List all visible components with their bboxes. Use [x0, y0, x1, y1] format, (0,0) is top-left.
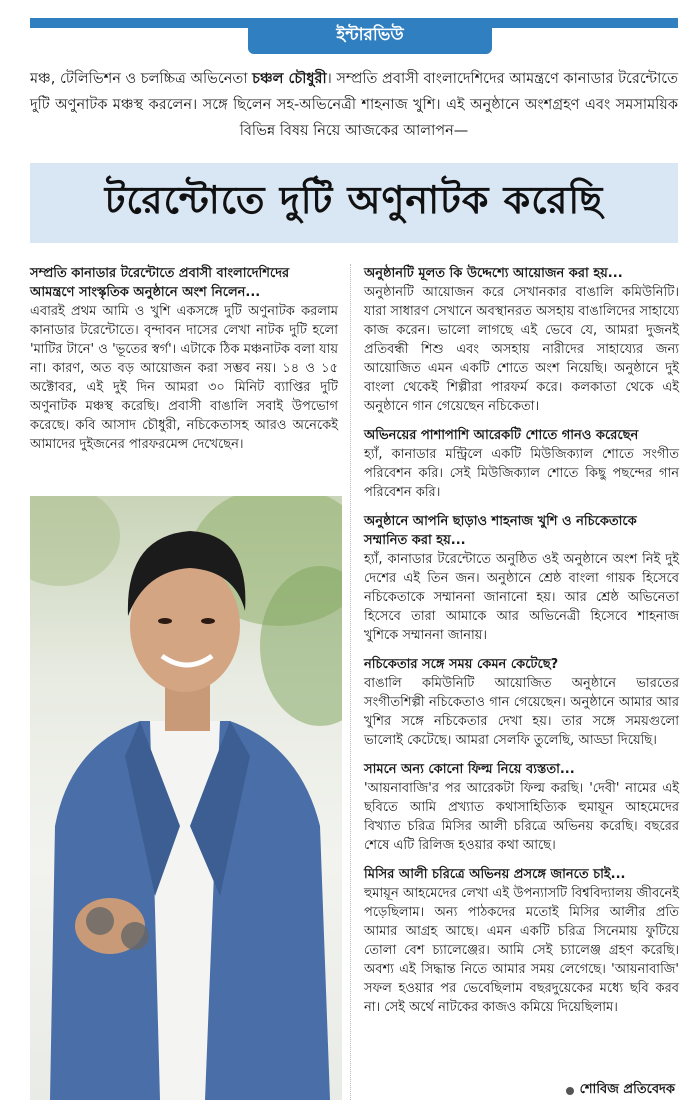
- question-text: মিসির আলী চরিত্রে অভিনয় প্রসঙ্গে জানতে চাই...: [364, 867, 626, 882]
- intro-text-1: মঞ্চ, টেলিভিশন ও চলচ্চিত্র অভিনেতা: [30, 71, 253, 87]
- answer-text: এবারই প্রথম আমি ও খুশি একসঙ্গে দুটি অণুনাটক করলাম কানাডার টরেন্টোতে। বৃন্দাবন দাসের লেখা নাটক দুটি হলো 'মাটির টানে' ও 'ভূতের স্বর্গ'। এটাকে ঠিক মঞ্চনাটক বলা যায় না। কারণ, অত বড় আয়োজন করা সম্ভব নয়। ১৪ ও ১৫ অক্টোবর, এই দুই দিন আমরা ৩০ মিনিট ব্যাপ্তির দুটি অণুনাটক মঞ্চস্থ করেছি। প্রবাসী বাঙালি সবাই উপভোগ করেছে। কবি আসাদ চৌধুরী, নচিকেতাসহ আরও অনেকেই আমাদের দুইজনের পারফরমেন্স দেখেছেন।: [30, 304, 338, 452]
- section-tag: ইন্টারভিউ: [248, 18, 492, 54]
- answer-text: হ্যাঁ, কানাডার মন্ট্রিলে একটি মিউজিক্যাল শোতে সংগীত পরিবেশন করি। সেই মিউজিক্যাল শোতে কিছু পছন্দের গান পরিবেশন করি।: [364, 447, 679, 500]
- intro-paragraph: [30, 66, 678, 144]
- page-title: টরেন্টোতে দুটি অণুনাটক করেছি: [104, 178, 604, 222]
- bullet-icon: [566, 1087, 574, 1095]
- right-column: [364, 264, 679, 1027]
- question-text: অনুষ্ঠানটি মূলত কি উদ্দেশ্যে আয়োজন করা হয়...: [364, 266, 623, 281]
- answer-text: অনুষ্ঠানটি আয়োজন করে সেখানকার বাঙালি কমিউনিটি। যারা সাধারণ সেখানে অবস্থানরত অসহায় বাঙালিদের সাহায্যে কাজ করেন। ভালো লাগছে এই ভেবে যে, আমরা দুজনই প্রতিবন্ধী শিশু এবং অসহায় নারীদের সাহায্যের জন্য আয়োজিত এমন একটি শোতে অংশ নিয়েছি। অনুষ্ঠানে দুই বাংলা থেকেই শিল্পীরা পারফর্ম করে। কলকাতা থেকে এই অনুষ্ঠানে গান গেয়েছেন নচিকেতা।: [364, 285, 679, 414]
- answer-text: বাঙালি কমিউনিটি আয়োজিত অনুষ্ঠানে ভারতের সংগীতশিল্পী নচিকেতাও গান গেয়েছেন। অনুষ্ঠানে আমার আর খুশির সঙ্গে নচিকেতার দেখা হয়। তার সঙ্গে সময়গুলো ভালোই কেটেছে। আমরা সেলফি তুলেছি, আড্ডা দিয়েছি।: [364, 676, 679, 748]
- byline-text: শোবিজ প্রতিবেদক: [579, 1082, 675, 1097]
- question-text: অভিনয়ের পাশাপাশি আরেকটি শোতে গানও করেছেন: [364, 428, 639, 443]
- left-column: [30, 264, 338, 464]
- question-text: সামনে অন্য কোনো ফিল্ম নিয়ে ব্যস্ততা...: [364, 762, 575, 777]
- answer-text: 'আয়নাবাজি'র পর আরেকটা ফিল্ম করছি। 'দেবী' নামের এই ছবিতে আমি প্রখ্যাত কথাসাহিত্যিক হুমায়ূন আহমেদের বিখ্যাত চরিত্র মিসির আলী চরিত্রে অভিনয় করেছি। বছরের শেষে এটি রিলিজ হওয়ার কথা আছে।: [364, 781, 679, 853]
- question-text: অনুষ্ঠানে আপনি ছাড়াও শাহনাজ খুশি ও নচিকেতাকে সম্মানিত করা হয়...: [364, 514, 637, 548]
- intro-name: চঞ্চল চৌধুরী: [252, 71, 327, 87]
- byline: [566, 1080, 675, 1101]
- portrait-illustration: [30, 496, 342, 1100]
- intro-text-2: । সম্প্রতি প্রবাসী বাংলাদেশিদের আমন্ত্রণে কানাডার টরেন্টোতে দুটি অণুনাটক মঞ্চস্থ করলেন। সঙ্গে ছিলেন সহ-অভিনেত্রী শাহনাজ খুশি। এই অনুষ্ঠানে অংশগ্রহণ এবং সমসাময়িক বিভিন্ন বিষয় নিয়ে আজকের আলাপন—: [30, 71, 678, 139]
- answer-text: হুমায়ূন আহমেদের লেখা এই উপন্যাসটি বিশ্ববিদ্যালয় জীবনেই পড়েছিলাম। অন্য পাঠকদের মতোই মিসির আলীর প্রতি আমার আগ্রহ আছে। এমন একটি চরিত্র সিনেমায় ফুটিয়ে তোলা বেশ চ্যালেঞ্জের। আমি সেই চ্যালেঞ্জ গ্রহণ করেছি। অবশ্য এই সিদ্ধান্ত নিতে আমার সময় লেগেছে। 'আয়নাবাজি' সফল হওয়ার পর ভেবেছিলাম বছরদুয়েকের মধ্যে ছবি করব না। সেই অর্থে নাটকের কাজও কমিয়ে দিয়েছিলাম।: [364, 886, 679, 1015]
- portrait-photo: [30, 496, 342, 1100]
- answer-text: হ্যাঁ, কানাডার টরেন্টোতে অনুষ্ঠিত ওই অনুষ্ঠানে অংশ নিই দুই দেশের এই তিন জন। অনুষ্ঠানে শ্রেষ্ঠ বাংলা গায়ক হিসেবে নচিকেতাকে সম্মাননা জানানো হয়। আর শ্রেষ্ঠ অভিনেতা হিসেবে তারা আমাকে আর অভিনেত্রী হিসেবে শাহনাজ খুশিকে সম্মাননা জানায়।: [364, 552, 679, 643]
- question-text: নচিকেতার সঙ্গে সময় কেমন কেটেছে?: [364, 657, 559, 672]
- question-text: সম্প্রতি কানাডার টরেন্টোতে প্রবাসী বাংলাদেশিদের আমন্ত্রণে সাংস্কৃতিক অনুষ্ঠানে অংশ নিলেন...: [30, 266, 290, 300]
- column-divider: [350, 264, 351, 1100]
- headline-banner: [30, 163, 678, 243]
